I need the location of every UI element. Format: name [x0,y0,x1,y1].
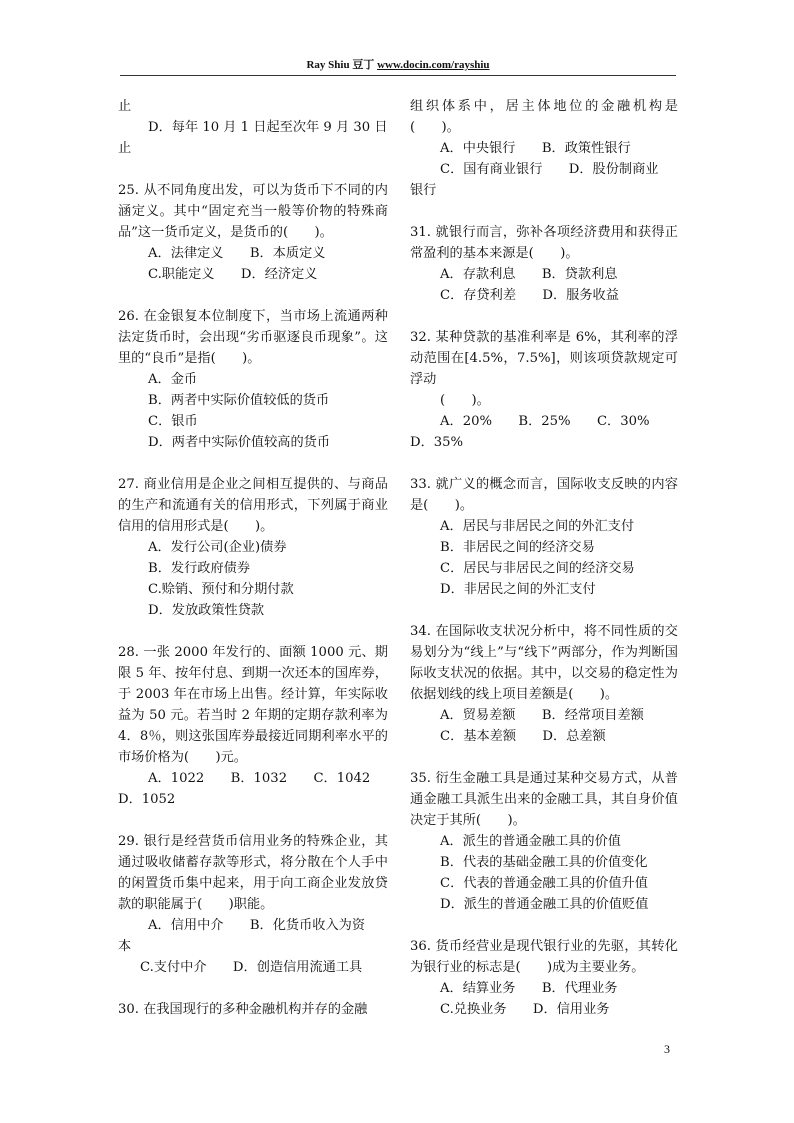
question-text: 33. 就广义的概念而言，国际收支反映的内容是( )。 [410,477,678,513]
question-text: 28. 一张 2000 年发行的、面额 1000 元、期限 5 年、按年付息、到期一次还本的国库券，于 2003 年在市场上出售。经计算，年实际收益为 50 元。若当时 2 年期的定期存款利率为 4．8％，则这张国库券最接近同期利率水平的市场价格为( )元。 [118,645,388,765]
options-cd: C．存贷利差 D．服务收益 [440,288,619,303]
option-d: D．发放政策性贷款 [148,603,265,618]
question-26 [118,306,388,453]
options-ab: A．信用中介 B．化货币收入为资 [148,918,366,933]
page-number: 3 [664,1042,670,1056]
page-header [120,56,676,76]
question-text: 31. 就银行而言，弥补各项经济费用和获得正常盈利的基本来源是( )。 [410,225,678,261]
question-text: 32. 某种贷款的基准利率是 6%，其利率的浮动范围在[4.5%，7.5%]，则该项贷款规定可浮动 [410,330,678,387]
options-abc: A．20% B．25% C．30% [440,414,650,429]
options-cd: C．基本差额 D．总差额 [440,729,606,744]
right-column [410,96,678,1041]
question-35 [410,768,678,915]
option-d: D．1052 [118,792,176,807]
question-28 [118,642,388,810]
option-d: D．每年 10 月 1 日起至次年 9 月 30 日 [148,120,388,135]
question-text: 25. 从不同角度出发，可以为货币下不同的内涵定义。其中“固定充当一般等价物的特殊商品”这一货币定义，是货币的( )。 [118,183,388,240]
question-32 [410,327,678,453]
question-text: 29. 银行是经营货币信用业务的特殊企业，其通过吸收储蓄存款等形式，将分散在个人手中的闲置货币集中起来，用于向工商企业发放贷款的职能属于( )职能。 [118,834,388,912]
options-ab: A．结算业务 B．代理业务 [440,981,618,996]
question-text: 27. 商业信用是企业之间相互提供的、与商品的生产和流通有关的信用形式，下列属于商业信用的信用形式是( )。 [118,477,388,534]
option-d-continued: 止 [118,141,132,156]
option-c: C.赊销、预付和分期付款 [148,582,294,597]
option-b: B．代表的基础金融工具的价值变化 [440,855,648,870]
options-abc: A．1022 B．1032 C．1042 [148,771,371,786]
question-30-continued [410,96,678,201]
option-b: B．两者中实际价值较低的货币 [148,393,330,408]
continued-text: 止 [118,99,132,114]
option-d: D．派生的普通金融工具的价值贬值 [440,897,649,912]
options-ab: A．贸易差额 B．经常项目差额 [440,708,644,723]
option-b: B．发行政府债券 [148,561,251,576]
option-b-continued: 本 [118,939,132,954]
options-cd: C.职能定义 D．经济定义 [148,267,318,282]
options-ab: A．法律定义 B．本质定义 [148,246,326,261]
option-a: A．派生的普通金融工具的价值 [440,834,621,849]
question-29 [118,831,388,978]
question-text: 35. 衍生金融工具是通过某种交易方式，从普通金融工具派生出来的金融工具，其自身价值决定于其所( )。 [410,771,678,828]
option-a: A．居民与非居民之间的外汇支付 [440,519,635,534]
option-d: D．两者中实际价值较高的货币 [148,435,331,450]
question-text: 36. 货币经营业是现代银行业的先驱，其转化为银行业的标志是( )成为主要业务。 [410,939,678,975]
question-text: 组织体系中，居主体地位的金融机构是( )。 [410,99,678,135]
question-33 [410,474,678,600]
question-31 [410,222,678,306]
option-b: B．非居民之间的经济交易 [440,540,595,555]
question-text: 30. 在我国现行的多种金融机构并存的金融 [118,1002,368,1017]
options-cd: C.支付中介 D．创造信用流通工具 [140,960,363,975]
left-column [118,96,388,1041]
question-text: 34. 在国际收支状况分析中，将不同性质的交易划分为“线上”与“线下”两部分，作为判断国际收支状况的依据。其中，以交易的稳定性为依据划线的线上项目差额是( )。 [410,624,678,702]
header-author: Ray Shiu [306,59,350,71]
option-c: C．代表的普通金融工具的价值升值 [440,876,648,891]
question-27 [118,474,388,621]
question-30-start [118,999,388,1020]
option-d: D．非居民之间的外汇支付 [440,582,596,597]
option-d-continued: 银行 [410,183,437,198]
options-cd: C．国有商业银行 D．股份制商业 [440,162,659,177]
header-link[interactable]: www.docin.com/rayshiu [377,59,490,71]
question-36 [410,936,678,1020]
option-d: D．35% [410,435,464,450]
option-a: A．金币 [148,372,198,387]
question-25 [118,180,388,285]
question-34 [410,621,678,747]
answer-blank: ( )。 [440,393,490,408]
option-c: C．银币 [148,414,198,429]
previous-question-tail [118,96,388,159]
question-text: 26. 在金银复本位制度下，当市场上流通两种法定货币时，会出现“劣币驱逐良币现象”。这里的“良币”是指( )。 [118,309,388,366]
options-cd: C.兑换业务 D．信用业务 [440,1002,610,1017]
option-a: A．发行公司(企业)债券 [148,540,287,555]
options-ab: A．存款利息 B．贷款利息 [440,267,618,282]
options-ab: A．中央银行 B．政策性银行 [440,141,631,156]
header-site-name: 豆丁 [352,59,375,71]
option-c: C．居民与非居民之间的经济交易 [440,561,635,576]
